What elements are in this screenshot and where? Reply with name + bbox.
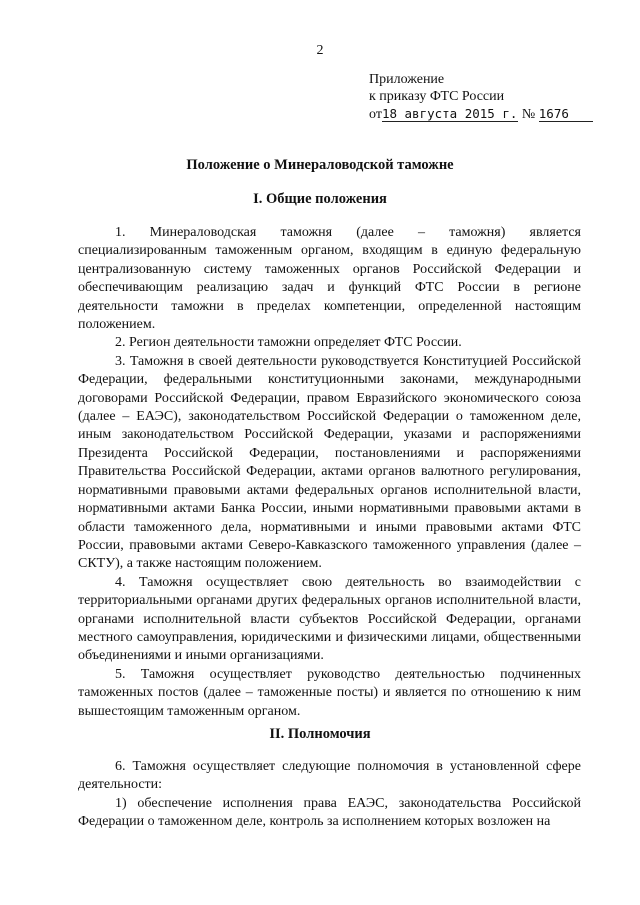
page-number: 2 — [316, 43, 324, 58]
paragraph-1: 1. Минераловодская таможня (далее – таможня) является специализированным таможенным органом, входящим в единую федеральную централизованную систему таможенных органов Российской Федерации и обеспечивающим реализацию задач и функций ФТС России в регионе деятельности таможни в пределах компетенции, определенной настоящим положением. — [78, 225, 581, 333]
section-1-body — [78, 224, 581, 721]
section-1-heading: I. Общие положения — [253, 191, 387, 207]
order-prefix: от — [369, 107, 382, 122]
attachment-label: Приложение — [369, 72, 445, 87]
document-title: Положение о Минераловодской таможне — [186, 157, 454, 173]
paragraph-3: 3. Таможня в своей деятельности руководствуется Конституцией Российской Федерации, федеральными конституционными законами, международными договорами Российской Федерации, правом Евразийского экономического союза (далее – ЕАЭС), законодательством Российской Федерации о таможенном деле, иным законодательством Российской Федерации, указами и распоряжениями Президента Российской Федерации, постановлениями и распоряжениями Правительства Российской Федерации, актами органов валютного регулирования, нормативными правовыми актами федеральных органов исполнительной власти, нормативными актами Банка России, иными нормативными правовыми актами в области таможенного дела, нормативными и иными правовыми актами ФТС России, правовыми актами Северо-Кавказского таможенного управления (далее – СКТУ), а также настоящим положением. — [78, 353, 581, 572]
section-2-body — [78, 758, 581, 832]
attachment-order-ref: к приказу ФТС России — [369, 89, 505, 104]
paragraph-6: 6. Таможня осуществляет следующие полномочия в установленной сфере деятельности: — [78, 759, 581, 793]
paragraph-4: 4. Таможня осуществляет свою деятельность во взаимодействии с территориальными органами других федеральных органов исполнительной власти, органами исполнительной власти субъектов Российской Федерации, органами местного самоуправления, юридическими и физическими лицами, общественными объединениями и иными организациями. — [78, 574, 581, 664]
order-date: 18 августа 2015 г. — [381, 106, 518, 121]
order-date-line — [369, 105, 609, 123]
paragraph-6-item-1: 1) обеспечение исполнения права ЕАЭС, законодательства Российской Федерации о таможенном деле, контроль за исполнением которых возложен на — [78, 795, 581, 830]
order-number-sign: № — [521, 107, 536, 122]
order-number: 1676 — [539, 106, 593, 122]
attachment-block — [369, 71, 609, 123]
paragraph-5: 5. Таможня осуществляет руководство деятельностью подчиненных таможенных постов (далее – таможенные посты) и является по отношению к ним вышестоящим таможенным органом. — [78, 666, 581, 719]
section-2-heading: II. Полномочия — [269, 726, 371, 742]
paragraph-2: 2. Регион деятельности таможни определяет ФТС России. — [115, 335, 462, 351]
